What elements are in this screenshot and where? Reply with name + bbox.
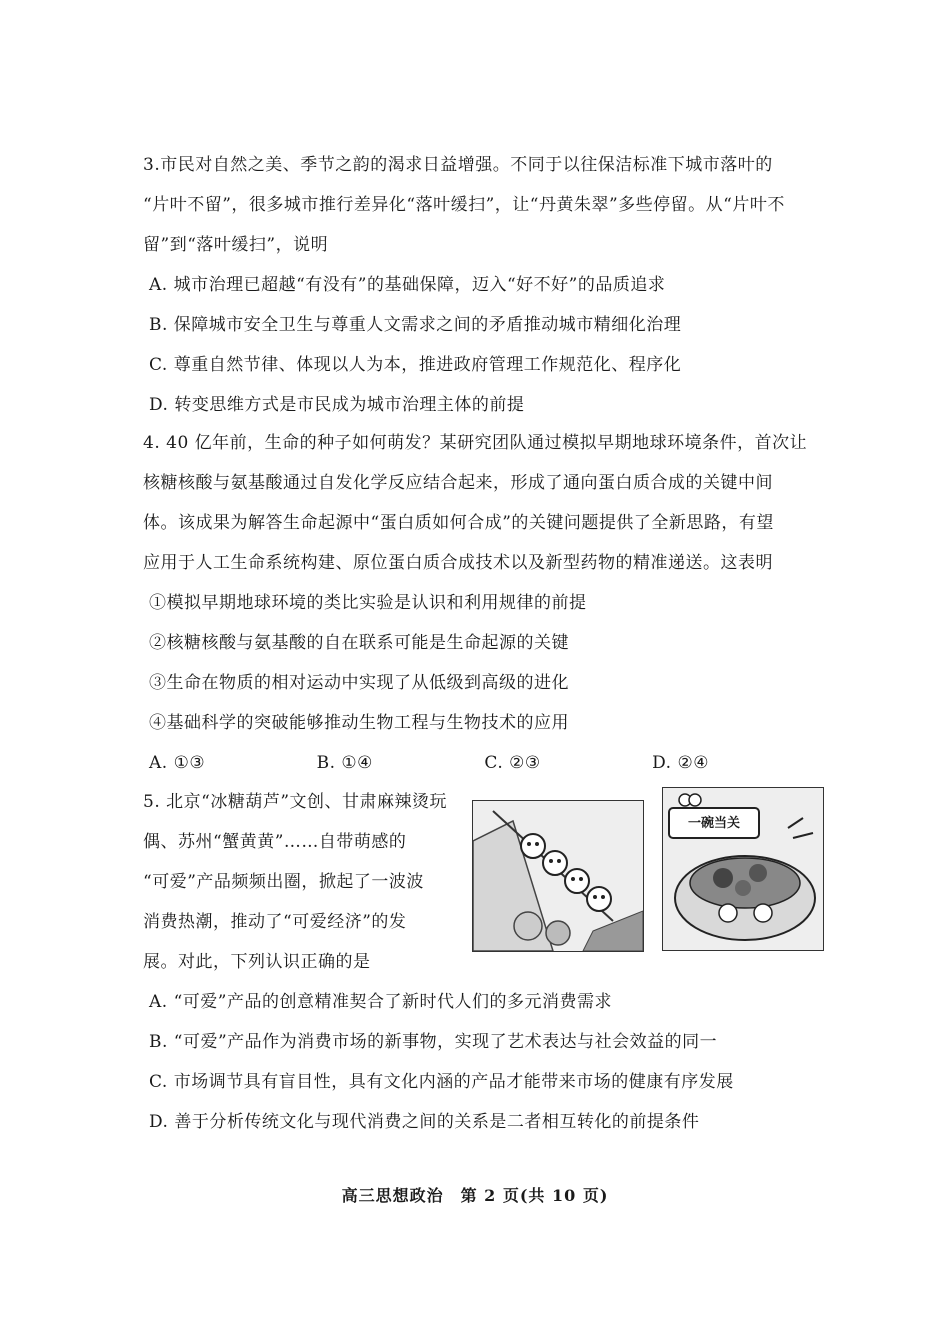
q3-option-c: C. 尊重自然节律、体现以人为本，推进政府管理工作规范化、程序化 bbox=[149, 355, 682, 375]
q3-option-a: A. 城市治理已超越“有没有”的基础保障，迈入“好不好”的品质追求 bbox=[149, 275, 666, 295]
q4-statement-1: ①模拟早期地球环境的类比实验是认识和利用规律的前提 bbox=[149, 593, 587, 613]
q3-stem-line: “片叶不留”，很多城市推行差异化“落叶缓扫”，让“丹黄朱翠”多些停留。从“片叶不 bbox=[143, 195, 785, 215]
q4-stem-line: 应用于人工生命系统构建、原位蛋白质合成技术以及新型药物的精准递送。这表明 bbox=[143, 553, 773, 573]
q4-statement-3: ③生命在物质的相对运动中实现了从低级到高级的进化 bbox=[149, 673, 569, 693]
q4-option-d: D. ②④ bbox=[652, 753, 709, 773]
q5-option-c: C. 市场调节具有盲目性，具有文化内涵的产品才能带来市场的健康有序发展 bbox=[149, 1072, 734, 1092]
hotpot-plush-illustration bbox=[662, 787, 824, 951]
q5-option-b: B. “可爱”产品作为消费市场的新事物，实现了艺术表达与社会效益的同一 bbox=[149, 1032, 718, 1052]
q4-option-b: B. ①④ bbox=[316, 753, 373, 773]
q5-stem-line: “可爱”产品频频出圈，掀起了一波波 bbox=[143, 872, 424, 892]
candied-haws-drawing bbox=[473, 801, 643, 951]
q3-option-d: D. 转变思维方式是市民成为城市治理主体的前提 bbox=[149, 395, 525, 415]
page-footer: 高三思想政治 第 2 页(共 10 页) bbox=[341, 1186, 609, 1205]
q4-stem-line: 4. 40 亿年前，生命的种子如何萌发？某研究团队通过模拟早期地球环境条件，首次让 bbox=[143, 433, 808, 453]
q4-statement-2: ②核糖核酸与氨基酸的自在联系可能是生命起源的关键 bbox=[149, 633, 569, 653]
q4-stem-line: 核糖核酸与氨基酸通过自发化学反应结合起来，形成了通向蛋白质合成的关键中间 bbox=[143, 473, 773, 493]
q4-statement-4: ④基础科学的突破能够推动生物工程与生物技术的应用 bbox=[149, 713, 569, 733]
q5-stem-line: 展。对此，下列认识正确的是 bbox=[143, 952, 371, 972]
q5-stem-line: 5. 北京“冰糖葫芦”文创、甘肃麻辣烫玩 bbox=[143, 792, 448, 812]
candied-haws-illustration bbox=[472, 800, 644, 952]
question-4 bbox=[143, 423, 833, 783]
q4-stem-line: 体。该成果为解答生命起源中“蛋白质如何合成”的关键问题提供了全新思路，有望 bbox=[143, 513, 774, 533]
q4-option-c: C. ②③ bbox=[484, 753, 541, 773]
q5-stem-line: 消费热潮，推动了“可爱经济”的发 bbox=[143, 912, 407, 932]
q5-stem-line: 偶、苏州“蟹黄黄”……自带萌感的 bbox=[143, 832, 407, 852]
q3-option-b: B. 保障城市安全卫生与尊重人文需求之间的矛盾推动城市精细化治理 bbox=[149, 315, 682, 335]
q5-stem bbox=[143, 782, 463, 982]
question-3 bbox=[143, 145, 833, 425]
q5-option-a: A. “可爱”产品的创意精准契合了新时代人们的多元消费需求 bbox=[149, 992, 612, 1012]
q5-option-d: D. 善于分析传统文化与现代消费之间的关系是二者相互转化的前提条件 bbox=[149, 1112, 700, 1132]
q4-options bbox=[143, 743, 709, 783]
q3-stem-line: 3.市民对自然之美、季节之韵的渴求日益增强。不同于以往保洁标准下城市落叶的 bbox=[143, 155, 773, 175]
q3-stem-line: 留”到“落叶缓扫”，说明 bbox=[143, 235, 329, 255]
q4-option-a: A. ①③ bbox=[149, 753, 206, 773]
hotpot-plush-label: 一碗当关 bbox=[687, 816, 740, 831]
